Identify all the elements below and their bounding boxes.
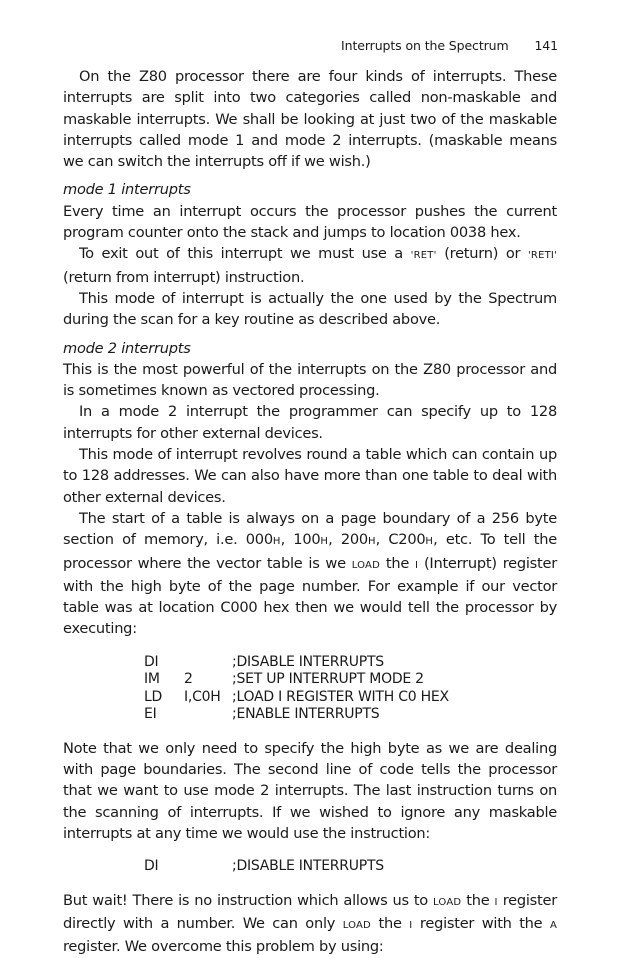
code-line <box>144 687 557 705</box>
opcode: LD <box>144 688 163 705</box>
code-comment: ;DISABLE INTERRUPTS <box>232 858 384 875</box>
code-line <box>144 652 557 670</box>
page-body <box>63 66 557 958</box>
i-register: I <box>409 920 413 931</box>
text-run: , etc. To tell the processor where the vector table is we <box>63 531 557 572</box>
code-comment: ;LOAD I REGISTER WITH C0 HEX <box>232 688 449 705</box>
hex-suffix: H <box>272 536 281 548</box>
mode1-paragraph-1: Every time an interrupt occurs the processor pushes the current program counter onto the stack and jumps to location 0038 hex. <box>63 202 557 242</box>
code-line <box>144 669 557 687</box>
hex-suffix: H <box>425 536 434 548</box>
text-run: , 100 <box>280 531 321 549</box>
text-run: But wait! There is no instruction which allows us to <box>63 891 434 909</box>
text-run: , C200 <box>375 531 426 549</box>
text-run: register. We overcome this problem by using: <box>63 938 384 956</box>
hex-suffix: H <box>367 536 376 548</box>
code-listing-2 <box>144 856 557 874</box>
mode1-paragraph-3: This mode of interrupt is actually the one used by the Spectrum during the scan for a key routine as described above. <box>63 289 557 329</box>
text-run: The start of a table is always on a page boundary of a 256 byte section of memory, i.e. 000 <box>63 509 557 549</box>
text-run: the <box>461 891 495 909</box>
opcode: DI <box>144 653 159 670</box>
opcode: DI <box>144 858 159 875</box>
operand <box>184 704 232 722</box>
operand: I,C0H <box>184 688 221 705</box>
i-register: I <box>494 896 498 908</box>
intro-paragraph: On the Z80 processor there are four kinds of interrupts. These interrupts are split into two categories called non-maskable and maskable interrupts. We shall be looking at just two of the maskable interrupts called mode 1 and mode 2 interrupts. (maskable means we can switch the interrupts off if we wish.) <box>63 68 557 171</box>
code-comment: ;SET UP INTERRUPT MODE 2 <box>232 671 424 688</box>
mode2-paragraph-4 <box>63 508 557 640</box>
running-header <box>341 38 558 53</box>
running-title: Interrupts on the Spectrum <box>341 38 509 53</box>
operand <box>184 856 232 874</box>
text-run: register directly with a number. We can only <box>63 891 557 932</box>
mode2-heading: mode 2 interrupts <box>63 339 191 357</box>
text-run: , 200 <box>328 531 368 549</box>
mode1-paragraph-2 <box>63 243 557 288</box>
mode2-paragraph-3: This mode of interrupt revolves round a table which can contain up to 128 addresses. We can also have more than one table to deal with other external devices. <box>63 446 557 506</box>
text-run: (return from interrupt) instruction. <box>63 268 305 286</box>
operand: 2 <box>184 671 193 688</box>
code-listing-1 <box>144 652 557 722</box>
ret-keyword: 'RET' <box>410 250 437 262</box>
mode2-paragraph-1: This is the most powerful of the interrupts on the Z80 processor and is sometimes known as vectored processing. <box>63 360 557 400</box>
load-keyword: LOAD <box>351 559 380 571</box>
opcode: IM <box>144 671 160 688</box>
hex-suffix: H <box>320 536 329 548</box>
opcode: EI <box>144 706 157 723</box>
text-run: register with the <box>412 915 550 932</box>
text-run: To exit out of this interrupt we must use a <box>79 245 411 263</box>
i-register: I <box>414 559 419 571</box>
text-run: (Interrupt) register with the high byte of the page number. For example if our vector table was at location C000 hex then we would tell the processor by executing: <box>63 554 557 638</box>
a-register: A <box>549 920 557 931</box>
reti-keyword: 'RETI' <box>527 250 557 262</box>
text-run: (return) or <box>436 245 528 263</box>
code-comment: ;ENABLE INTERRUPTS <box>232 706 380 723</box>
load-keyword: LOAD <box>342 920 371 931</box>
mode2-paragraph-2: In a mode 2 interrupt the programmer can specify up to 128 interrupts for other external devices. <box>63 403 557 442</box>
closing-paragraph <box>63 890 557 958</box>
code-comment: ;DISABLE INTERRUPTS <box>232 653 384 670</box>
text-run: the <box>370 915 410 932</box>
note-paragraph: Note that we only need to specify the high byte as we are dealing with page boundaries. The second line of code tells the processor that we want to use mode 2 interrupts. The last instruction turns on the scanning of interrupts. If we wished to ignore any maskable interrupts at any time we would use the instruction: <box>63 739 557 842</box>
page-number: 141 <box>534 38 558 53</box>
code-line <box>144 704 557 722</box>
mode1-heading: mode 1 interrupts <box>63 181 191 199</box>
operand <box>184 652 232 670</box>
text-run: the <box>379 554 415 572</box>
code-line <box>144 856 557 874</box>
load-keyword: LOAD <box>433 896 462 908</box>
